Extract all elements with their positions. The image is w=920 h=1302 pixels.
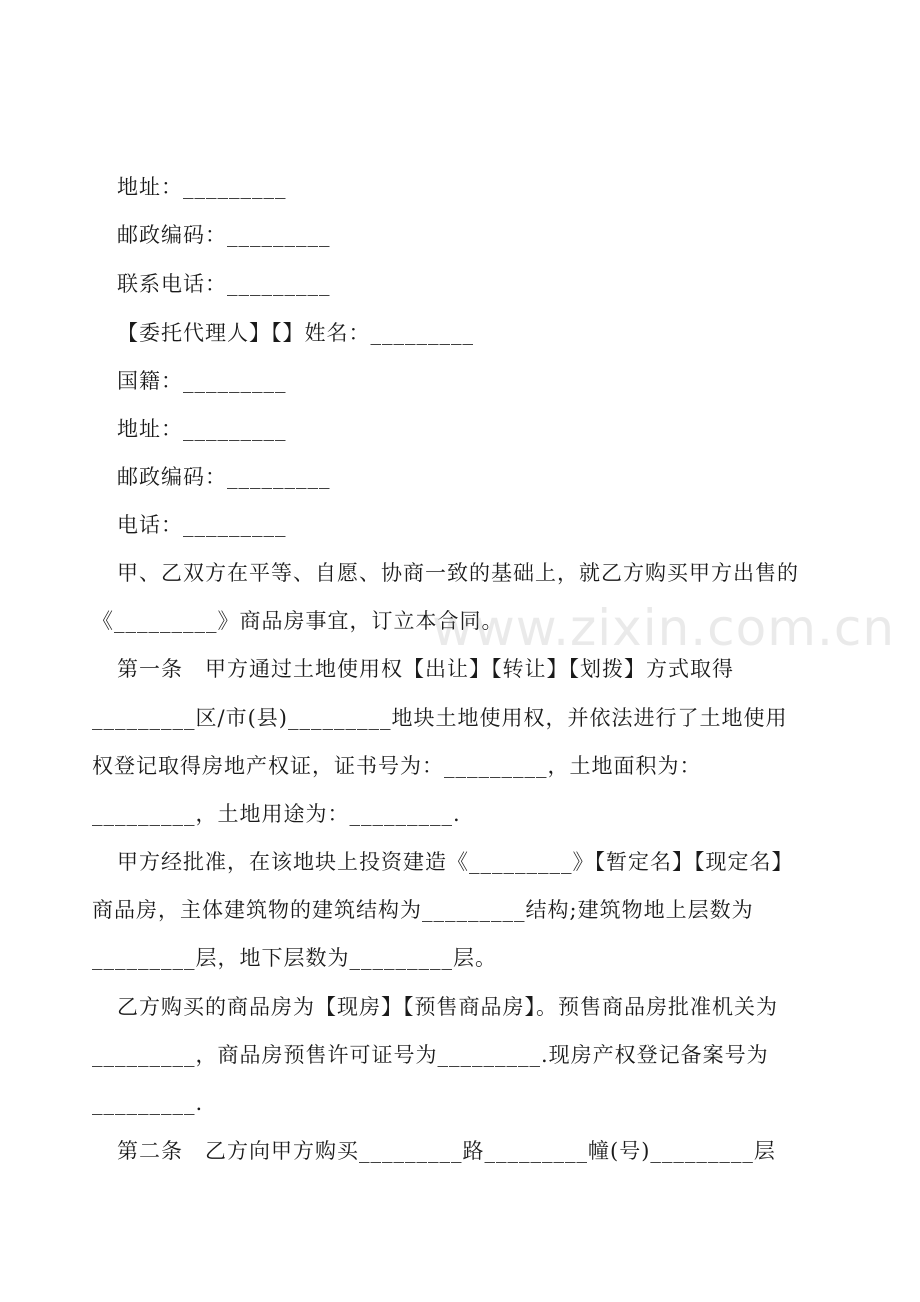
article-1-line-4: _________，土地用途为：_________.: [92, 802, 461, 826]
purchase-type-line-3: _________.: [92, 1091, 204, 1115]
watermark: www.zixin.com.cn: [432, 599, 896, 657]
article-2-line-1: 第二条 乙方向甲方购买_________路_________幢(号)_________层: [117, 1139, 776, 1163]
purchase-type-line-1: 乙方购买的商品房为【现房】【预售商品房】。预售商品房批准机关为: [117, 995, 778, 1019]
construction-line-1: 甲方经批准，在该地块上投资建造《_________》【暂定名】【现定名】: [117, 850, 794, 874]
seller-postcode-line: 邮政编码：_________: [117, 223, 331, 247]
preamble-line-1: 甲、乙双方在平等、自愿、协商一致的基础上，就乙方购买甲方出售的: [117, 561, 799, 585]
preamble-line-2: 《_________》商品房事宜，订立本合同。: [92, 609, 504, 633]
agent-postcode-line: 邮政编码：_________: [117, 465, 331, 489]
seller-phone-line: 联系电话：_________: [117, 272, 331, 296]
seller-address-line: 地址：_________: [117, 175, 287, 199]
agent-nationality-line: 国籍：_________: [117, 369, 287, 393]
article-1-line-2: _________区/市(县)_________地块土地使用权，并依法进行了土地使用: [92, 706, 788, 730]
article-1-line-3: 权登记取得房地产权证，证书号为：_________，土地面积为：: [92, 754, 702, 778]
construction-line-3: _________层，地下层数为_________层。: [92, 946, 497, 970]
agent-name-line: 【委托代理人】【】姓名：_________: [117, 321, 474, 345]
construction-line-2: 商品房，主体建筑物的建筑结构为_________结构;建筑物地上层数为: [92, 898, 754, 922]
purchase-type-line-2: _________，商品房预售许可证号为_________.现房产权登记备案号为: [92, 1043, 769, 1067]
agent-address-line: 地址：_________: [117, 417, 287, 441]
agent-phone-line: 电话：_________: [117, 513, 287, 537]
article-1-line-1: 第一条 甲方通过土地使用权【出让】【转让】【划拨】方式取得: [117, 657, 734, 681]
